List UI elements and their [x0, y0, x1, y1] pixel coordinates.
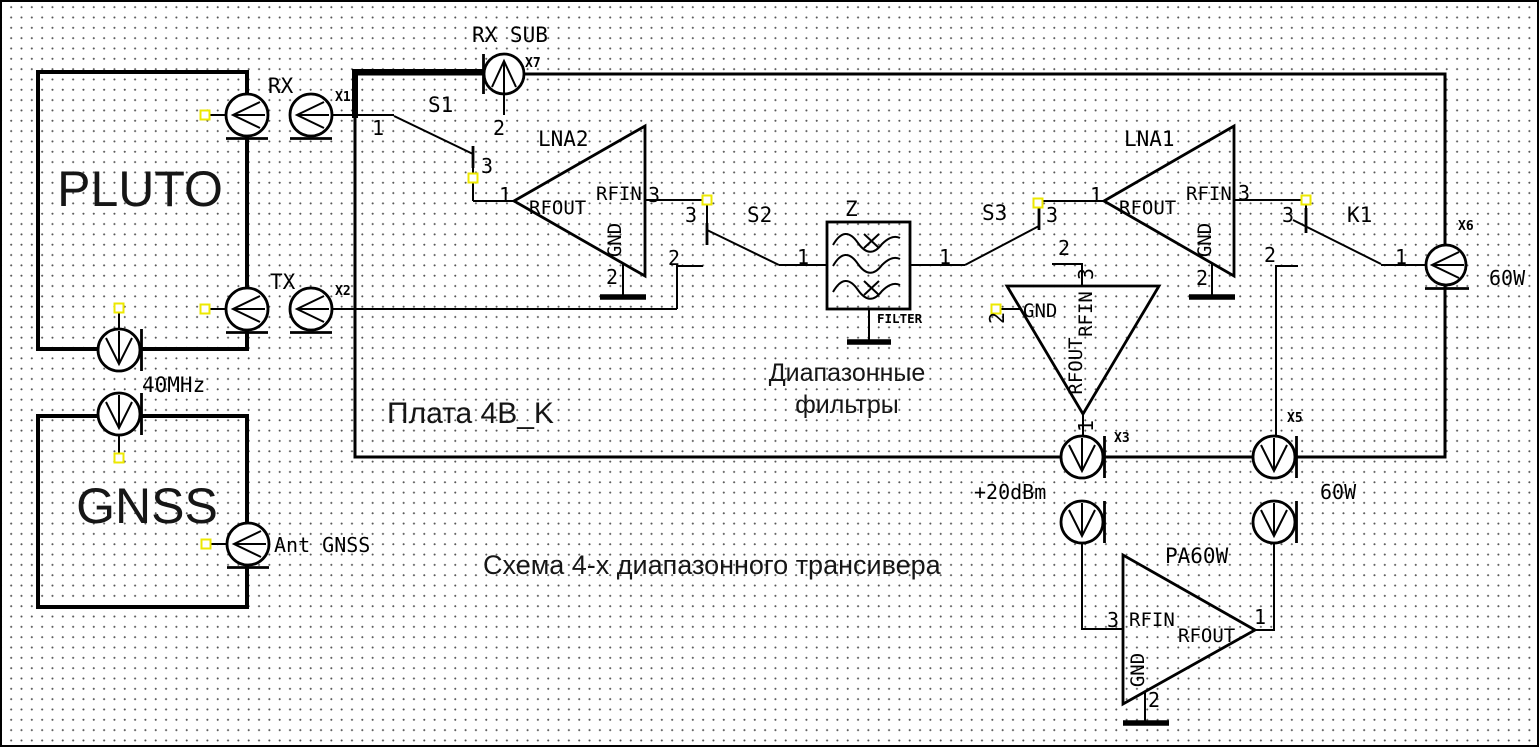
pluto-label[interactable]: PLUTO	[57, 161, 223, 217]
x3-connector-pair	[1061, 436, 1105, 543]
scheme-title[interactable]: Схема 4-х диапазонного трансивера	[483, 550, 941, 580]
rx-sub-label[interactable]: RX SUB	[472, 23, 548, 47]
x5-connector-pair	[1253, 436, 1297, 543]
s3-arm	[965, 226, 1039, 265]
driver-rfout: RFOUT	[1065, 337, 1087, 395]
s1-arm	[394, 116, 473, 154]
pa-rfout: RFOUT	[1178, 625, 1236, 647]
s2-pin2: 2	[668, 246, 681, 270]
s2-ref[interactable]: S2	[747, 203, 773, 227]
filter-wave-2	[833, 255, 900, 273]
x2-ref[interactable]: X2	[335, 284, 351, 299]
gnss-40mhz-connector	[98, 393, 142, 435]
pa-power-label[interactable]: 60W	[1320, 480, 1357, 504]
z-pin-left: 1	[797, 245, 810, 269]
connector-symbols[interactable]	[98, 54, 1469, 568]
lna1-rfout: RFOUT	[1119, 197, 1177, 219]
clock-label[interactable]: 40MHz	[142, 373, 206, 397]
pa-pin1: 1	[1254, 605, 1267, 629]
k1-pin2: 2	[1264, 243, 1277, 267]
lna2-rfin: RFIN	[596, 183, 642, 205]
filters-caption-line1[interactable]: Диапазонные	[768, 359, 926, 387]
pluto-tx-connector	[226, 288, 268, 333]
z-ref[interactable]: Z	[845, 197, 858, 221]
z-pin-right: 1	[939, 245, 952, 269]
driver-power-label[interactable]: +20dBm	[974, 480, 1047, 504]
schematic-canvas	[2, 2, 1539, 747]
gnss-label[interactable]: GNSS	[76, 478, 218, 534]
x2-connector	[290, 288, 332, 333]
x3-ref[interactable]: X3	[1114, 431, 1130, 446]
lna2-ref[interactable]: LNA2	[538, 127, 589, 151]
filters-caption-line2[interactable]: фильтры	[795, 391, 899, 419]
lna2-rfout: RFOUT	[529, 197, 587, 219]
k1-pin3-port	[1302, 196, 1311, 205]
pluto-40mhz-connector	[98, 329, 142, 371]
s1-pin3: 3	[481, 154, 494, 178]
x7-rx-sub-connector	[484, 54, 525, 94]
pluto-clk-port	[115, 304, 124, 313]
lna1-pin3: 3	[1238, 181, 1251, 205]
pluto-rx-connector	[226, 94, 268, 139]
ant-power-label[interactable]: 60W	[1489, 266, 1526, 290]
k1-pin3: 3	[1282, 203, 1295, 227]
s3-pin2: 2	[1058, 236, 1071, 260]
board-label[interactable]: Плата 4B_K	[387, 397, 554, 430]
lna2-pin1: 1	[499, 183, 512, 207]
s1-ref[interactable]: S1	[428, 93, 454, 117]
rx-label[interactable]: RX	[268, 74, 294, 98]
x1-connector	[290, 94, 332, 139]
driver-pin1: 1	[1074, 419, 1098, 433]
rx-bus-wire[interactable]	[355, 72, 485, 118]
driver-gnd: GND	[1023, 300, 1058, 322]
pa-ref[interactable]: PA60W	[1165, 544, 1229, 568]
driver-rfin: RFIN	[1075, 291, 1097, 337]
pa-gnd: GND	[1127, 652, 1149, 688]
x6-ref[interactable]: X6	[1458, 219, 1474, 234]
s2-pin3-port	[703, 196, 712, 205]
x5-ref[interactable]: X5	[1287, 411, 1303, 426]
ant-gnss-label[interactable]: Ant GNSS	[274, 533, 371, 557]
pa-pin2: 2	[1148, 688, 1161, 712]
k1-ref[interactable]: K1	[1347, 203, 1373, 227]
lna1-pin1: 1	[1090, 183, 1103, 207]
lna1-ref[interactable]: LNA1	[1124, 127, 1175, 151]
s1-pin3-port	[469, 174, 478, 183]
driver-pin3: 3	[1074, 267, 1098, 281]
lna2-pin3: 3	[648, 183, 661, 207]
s2-arm	[707, 230, 779, 265]
band-filter-symbol[interactable]	[827, 222, 910, 309]
lna2-gnd: GND	[604, 222, 626, 258]
s3-pin3-port	[1034, 199, 1043, 208]
x7-ref[interactable]: X7	[525, 56, 541, 71]
gnss-clk-port	[115, 454, 124, 463]
lna2-pin2: 2	[606, 265, 619, 289]
ant-gnss-connector	[227, 523, 269, 568]
pa-pin3: 3	[1107, 608, 1120, 632]
gnss-ant-port	[202, 540, 211, 549]
x7-pin2: 2	[493, 116, 506, 140]
k1-pin1: 1	[1395, 245, 1408, 269]
s3-ref[interactable]: S3	[982, 201, 1008, 225]
x6-connector	[1425, 245, 1469, 289]
s3-pin3: 3	[1046, 203, 1059, 227]
net-port-squares[interactable]	[115, 111, 1311, 549]
x1-ref[interactable]: X1	[335, 90, 351, 105]
pa-rfin: RFIN	[1129, 609, 1175, 631]
lna1-pin2: 2	[1196, 266, 1209, 290]
tx-to-s2-wire	[677, 266, 703, 309]
pluto-tx-port	[201, 305, 210, 314]
tx-label[interactable]: TX	[270, 270, 296, 294]
lna1-gnd: GND	[1194, 222, 1216, 258]
lna1-rfin: RFIN	[1186, 183, 1232, 205]
driver-pin2: 2	[985, 311, 1009, 325]
filter-name[interactable]: FILTER	[877, 311, 923, 326]
pluto-rx-port	[201, 111, 210, 120]
s2-pin3: 3	[685, 203, 698, 227]
s1-pin1: 1	[372, 116, 385, 140]
